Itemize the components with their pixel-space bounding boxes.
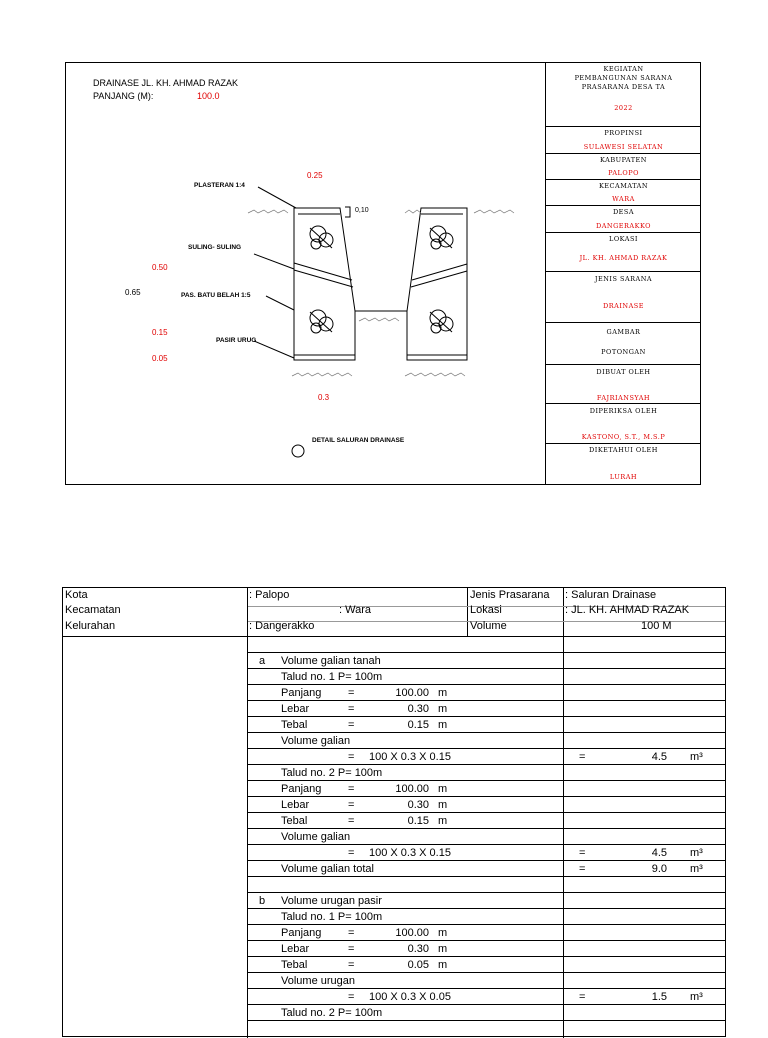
- row-rule: [248, 1004, 725, 1005]
- row-rule: [248, 844, 725, 845]
- tb-village: DANGERAKKO: [596, 222, 651, 230]
- tb-drawing: POTONGAN: [601, 348, 646, 356]
- a-total-unit: m³: [690, 863, 703, 875]
- tb-regency-label: KABUPATEN: [600, 156, 647, 164]
- row-rule: [248, 796, 725, 797]
- b-t1-result: 1.5: [651, 991, 667, 1003]
- tb-village-label: DESA: [612, 208, 635, 216]
- tb-activity-1: KEGIATAN: [603, 65, 644, 73]
- tb-regency: PALOPO: [608, 169, 639, 177]
- row-rule: [248, 732, 725, 733]
- row-rule: [248, 780, 725, 781]
- b-t1-lebar-label: Lebar: [281, 943, 310, 955]
- a-t2-panjang-value: 100.00: [395, 783, 429, 795]
- header-lokasi-value: : JL. KH. AHMAD RAZAK: [565, 604, 690, 616]
- dim-h3: 0.05: [152, 354, 168, 363]
- a-t2-panjang-unit: m: [438, 783, 448, 795]
- header-volume-label: Volume: [470, 620, 507, 632]
- row-rule: [248, 716, 725, 717]
- a-total-eq: =: [579, 863, 586, 875]
- b-talud1: Talud no. 1 P= 100m: [281, 911, 383, 923]
- tb-known-label: DIKETAHUI OLEH: [589, 446, 658, 454]
- row-rule: [248, 988, 725, 989]
- tb-made-label: DIBUAT OLEH: [596, 368, 651, 376]
- b-t1-lebar-eq: =: [348, 943, 355, 955]
- a-total: 9.0: [651, 863, 667, 875]
- dim-curb: 0,10: [355, 207, 369, 214]
- a-t1-panjang-label: Panjang: [281, 687, 322, 699]
- tb-activity-2: PEMBANGUNAN SARANA: [574, 74, 673, 82]
- row-rule: [248, 972, 725, 973]
- a-t2-lebar-value: 0.30: [407, 799, 429, 811]
- row-rule: [248, 828, 725, 829]
- a-t1-panjang-unit: m: [438, 687, 448, 699]
- a-t2-result-unit: m³: [690, 847, 703, 859]
- row-rule: [248, 940, 725, 941]
- tb-type: DRAINASE: [603, 302, 644, 310]
- a-t1-result: 4.5: [651, 751, 667, 763]
- volume-table: [62, 587, 726, 1037]
- label-stone-masonry: PAS. BATU BELAH 1:5: [181, 292, 251, 299]
- header-kota-value: : Palopo: [249, 589, 290, 601]
- drain-cross-section: [0, 0, 545, 485]
- b-t1-tebal-label: Tebal: [281, 959, 308, 971]
- row-rule: [248, 748, 725, 749]
- a-t1-lebar-value: 0.30: [407, 703, 429, 715]
- header-jenis-value: : Saluran Drainase: [565, 589, 657, 601]
- row-rule: [248, 684, 725, 685]
- header-kota-label: Kota: [65, 589, 88, 601]
- row-rule: [248, 956, 725, 957]
- row-rule: [248, 924, 725, 925]
- length-value: 100.0: [197, 91, 220, 101]
- a-t1-result-unit: m³: [690, 751, 703, 763]
- a-t1-lebar-eq: =: [348, 703, 355, 715]
- header-jenis-label: Jenis Prasarana: [470, 589, 550, 601]
- row-rule: [248, 1020, 725, 1021]
- b-t1-lebar-unit: m: [438, 943, 448, 955]
- b-t1-panjang-label: Panjang: [281, 927, 322, 939]
- length-label: PANJANG (M):: [93, 91, 154, 101]
- a-t2-formula-eq: =: [348, 847, 355, 859]
- a-t2-tebal-label: Tebal: [281, 815, 308, 827]
- dim-h1: 0.50: [152, 263, 168, 272]
- a-t1-result-eq: =: [579, 751, 586, 763]
- a-t2-result-eq: =: [579, 847, 586, 859]
- b-t1-panjang-eq: =: [348, 927, 355, 939]
- dim-total-height: 0.65: [125, 288, 141, 297]
- a-t2-lebar-label: Lebar: [281, 799, 310, 811]
- header-kelurahan-label: Kelurahan: [65, 620, 116, 632]
- label-weep-holes: SULING- SULING: [188, 244, 242, 251]
- a-t1-lebar-unit: m: [438, 703, 448, 715]
- tb-activity-3: PRASARANA DESA TA: [581, 83, 666, 91]
- row-rule: [248, 908, 725, 909]
- section-b-title: Volume urugan pasir: [281, 895, 382, 907]
- row-rule: [248, 876, 725, 877]
- row-rule: [248, 668, 725, 669]
- title-block: [545, 62, 701, 485]
- a-t1-tebal-unit: m: [438, 719, 448, 731]
- a-t2-panjang-label: Panjang: [281, 783, 322, 795]
- dim-base: 0.3: [318, 393, 330, 402]
- b-t1-tebal-value: 0.05: [407, 959, 429, 971]
- b-t1-panjang-unit: m: [438, 927, 448, 939]
- b-t1-panjang-value: 100.00: [395, 927, 429, 939]
- tb-location-label: LOKASI: [609, 235, 638, 243]
- label-plaster: PLASTERAN 1:4: [194, 182, 245, 189]
- b-t1-result-unit: m³: [690, 991, 703, 1003]
- header-kelurahan-value: : Dangerakko: [249, 620, 315, 632]
- a-t1-formula: 100 X 0.3 X 0.15: [369, 751, 451, 763]
- a-t1-tebal-label: Tebal: [281, 719, 308, 731]
- tb-made-by: FAJRIANSYAH: [596, 394, 651, 402]
- a-t1-tebal-eq: =: [348, 719, 355, 731]
- header-volume-value: 100 M: [641, 620, 672, 632]
- b-talud2: Talud no. 2 P= 100m: [281, 1007, 383, 1019]
- tb-province: SULAWESI SELATAN: [583, 143, 664, 151]
- a-total-label: Volume galian total: [281, 863, 374, 875]
- tb-known-by: LURAH: [609, 473, 638, 481]
- tb-location: JL. KH. AHMAD RAZAK: [579, 254, 668, 262]
- tb-type-label: JENIS SARANA: [594, 275, 653, 283]
- header-kecamatan-value: : Wara: [339, 604, 371, 616]
- project-title: DRAINASE JL. KH. AHMAD RAZAK: [93, 78, 239, 88]
- b-t1-formula-eq: =: [348, 991, 355, 1003]
- a-t2-lebar-eq: =: [348, 799, 355, 811]
- b-t1-tebal-eq: =: [348, 959, 355, 971]
- row-rule: [248, 652, 725, 653]
- a-t2-tebal-eq: =: [348, 815, 355, 827]
- tb-district-label: KECAMATAN: [598, 182, 649, 190]
- b-t1-vol-label: Volume urugan: [281, 975, 355, 987]
- dim-top-width: 0.25: [307, 171, 323, 180]
- a-t2-tebal-value: 0.15: [407, 815, 429, 827]
- tb-province-label: PROPINSI: [604, 129, 643, 137]
- drawing-caption: DETAIL SALURAN DRAINASE: [312, 437, 405, 444]
- b-t1-result-eq: =: [579, 991, 586, 1003]
- a-t2-panjang-eq: =: [348, 783, 355, 795]
- b-t1-tebal-unit: m: [438, 959, 448, 971]
- a-talud1: Talud no. 1 P= 100m: [281, 671, 383, 683]
- row-rule: [248, 764, 725, 765]
- section-a-title: Volume galian tanah: [281, 655, 381, 667]
- tb-checked-by: KASTONO, S.T., M.S.P: [581, 433, 666, 441]
- row-rule: [248, 892, 725, 893]
- row-rule: [248, 700, 725, 701]
- tb-district: WARA: [612, 195, 635, 203]
- a-t1-lebar-label: Lebar: [281, 703, 310, 715]
- a-t2-tebal-unit: m: [438, 815, 448, 827]
- header-lokasi-label: Lokasi: [470, 604, 502, 616]
- tb-year: 2022: [614, 104, 633, 112]
- a-t2-formula: 100 X 0.3 X 0.15: [369, 847, 451, 859]
- dim-h2: 0.15: [152, 328, 168, 337]
- a-t2-result: 4.5: [651, 847, 667, 859]
- a-t1-panjang-eq: =: [348, 687, 355, 699]
- a-t1-formula-eq: =: [348, 751, 355, 763]
- section-b-marker: b: [259, 895, 266, 907]
- header-kecamatan-label: Kecamatan: [65, 604, 121, 616]
- a-t1-vol-label: Volume galian: [281, 735, 351, 747]
- row-rule: [248, 860, 725, 861]
- section-a-marker: a: [259, 655, 266, 667]
- a-talud2: Talud no. 2 P= 100m: [281, 767, 383, 779]
- tb-drawing-label: GAMBAR: [606, 328, 641, 336]
- row-rule: [248, 812, 725, 813]
- a-t2-vol-label: Volume galian: [281, 831, 351, 843]
- a-t2-lebar-unit: m: [438, 799, 448, 811]
- label-sand-fill: PASIR URUG: [216, 337, 257, 344]
- a-t1-panjang-value: 100.00: [395, 687, 429, 699]
- tb-checked-label: DIPERIKSA OLEH: [589, 407, 658, 415]
- b-t1-lebar-value: 0.30: [407, 943, 429, 955]
- b-t1-formula: 100 X 0.3 X 0.05: [369, 991, 451, 1003]
- a-t1-tebal-value: 0.15: [407, 719, 429, 731]
